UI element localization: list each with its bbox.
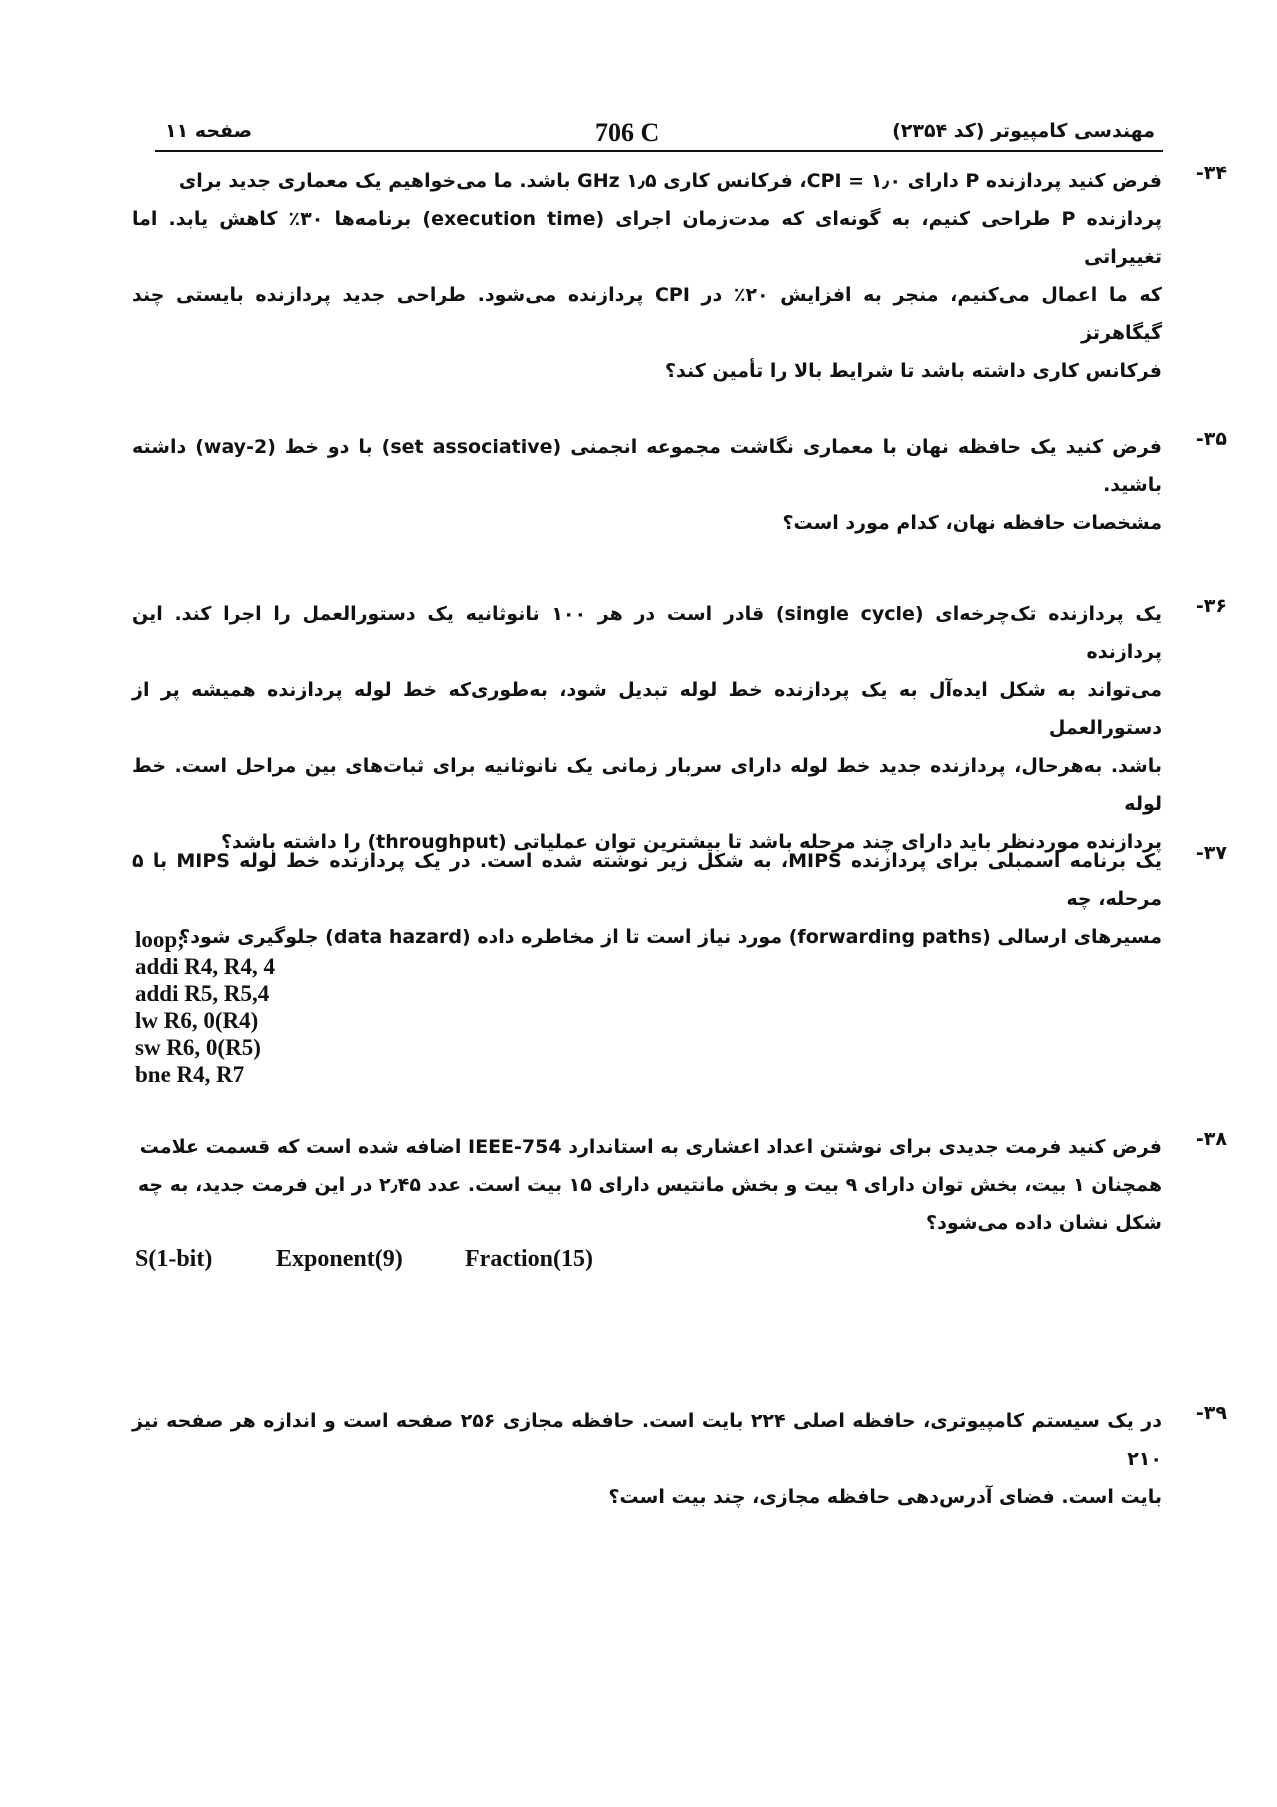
question-line: در یک سیستم کامپیوتری، حافظه اصلی ۲۲۴ بایت است. حافظه مجازی ۲۵۶ صفحه است و اندازه هر صفحه نیز ۲۱۰ — [132, 1410, 1162, 1470]
question-39 — [132, 1402, 1227, 1516]
code-line: bne R4, R7 — [135, 1062, 245, 1087]
question-line: شکل نشان داده می‌شود؟ — [926, 1212, 1162, 1234]
question-line: فرکانس کاری داشته باشد تا شرایط بالا را تأمین کند؟ — [665, 360, 1162, 382]
question-line: می‌تواند به شکل ایده‌آل به یک پردازنده خط لوله تبدیل شود، به‌طوری‌که خط لوله پردازنده همیشه پر از دستورالعمل — [132, 679, 1162, 739]
question-number: ۳۷- — [1195, 842, 1227, 864]
assembly-code — [135, 926, 275, 1088]
number-format — [135, 1246, 593, 1273]
code-line: loop; — [135, 927, 185, 952]
header-page-number: صفحه ۱۱ — [165, 120, 253, 142]
code-line: lw R6, 0(R4) — [135, 1008, 259, 1033]
format-sign: S(1-bit) — [135, 1246, 213, 1272]
format-exponent: Exponent(9) — [276, 1246, 403, 1272]
question-35 — [132, 428, 1227, 542]
question-line: فرض کنید پردازنده P دارای CPI = ۱٫۰، فرکانس کاری ۱٫۵ GHz باشد. ما می‌خواهیم یک معماری جدید برای — [178, 170, 1162, 192]
question-line: پردازنده موردنظر باید دارای چند مرحله باشد تا بیشترین توان عملیاتی (throughput) را داشته باشد؟ — [220, 831, 1162, 853]
question-line: فرض کنید فرمت جدیدی برای نوشتن اعداد اعشاری به استاندارد IEEE-754 اضافه شده است که قسمت علامت — [139, 1136, 1162, 1158]
question-34 — [132, 162, 1227, 390]
code-line: sw R6, 0(R5) — [135, 1035, 261, 1060]
question-line: فرض کنید یک حافظه نهان با معماری نگاشت مجموعه انجمنی (set associative) با دو خط (2-way) داشته باشید. — [132, 436, 1162, 496]
question-line: یک پردازنده تک‌چرخه‌ای (single cycle) قادر است در هر ۱۰۰ نانوثانیه یک دستورالعمل را اجرا کند. این پردازنده — [132, 603, 1162, 663]
question-line: باشد. به‌هرحال، پردازنده جدید خط لوله دارای سربار زمانی یک نانوثانیه برای ثبات‌های بین مراحل است. خط لوله — [132, 755, 1162, 815]
format-fraction: Fraction(15) — [465, 1246, 593, 1272]
question-number: ۳۶- — [1195, 595, 1227, 617]
question-37 — [132, 842, 1227, 956]
question-line: بایت است. فضای آدرس‌دهی حافظه مجازی، چند بیت است؟ — [608, 1486, 1162, 1508]
question-line: که ما اعمال می‌کنیم، منجر به افزایش ۲۰٪ در CPI پردازنده می‌شود. طراحی جدید پردازنده بایستی چند گیگاهرتز — [132, 284, 1162, 344]
code-line: addi R5, R5,4 — [135, 981, 270, 1006]
question-line: همچنان ۱ بیت، بخش توان دارای ۹ بیت و بخش مانتیس دارای ۱۵ بیت است. عدد ۲٫۴۵ در این فرمت جدید، به چه — [137, 1174, 1162, 1196]
question-line: مشخصات حافظه نهان، کدام مورد است؟ — [782, 512, 1162, 534]
question-number: ۳۴- — [1195, 162, 1227, 184]
code-line: addi R4, R4, 4 — [135, 954, 275, 979]
question-38 — [132, 1128, 1227, 1242]
question-number: ۳۵- — [1195, 428, 1227, 450]
header-course: مهندسی کامپیوتر (کد ۲۳۵۴) — [892, 120, 1155, 142]
question-number: ۳۸- — [1195, 1128, 1227, 1150]
question-line: مسیرهای ارسالی (forwarding paths) مورد نیاز است تا از مخاطره داده (data hazard) جلوگیری شود؟ — [179, 926, 1162, 948]
question-number: ۳۹- — [1195, 1402, 1227, 1424]
question-line: یک برنامه اسمبلی برای پردازنده MIPS، به شکل زیر نوشته شده است. در یک پردازنده خط لوله MIPS با ۵ مرحله، چه — [132, 850, 1163, 910]
question-line: پردازنده P طراحی کنیم، به گونه‌ای که مدت‌زمان اجرای (execution time) برنامه‌ها ۳۰٪ کاهش یابد. اما تغییراتی — [132, 208, 1162, 268]
header-code: 706 C — [595, 118, 660, 147]
page-header — [155, 118, 1155, 152]
header-divider — [155, 150, 1163, 152]
